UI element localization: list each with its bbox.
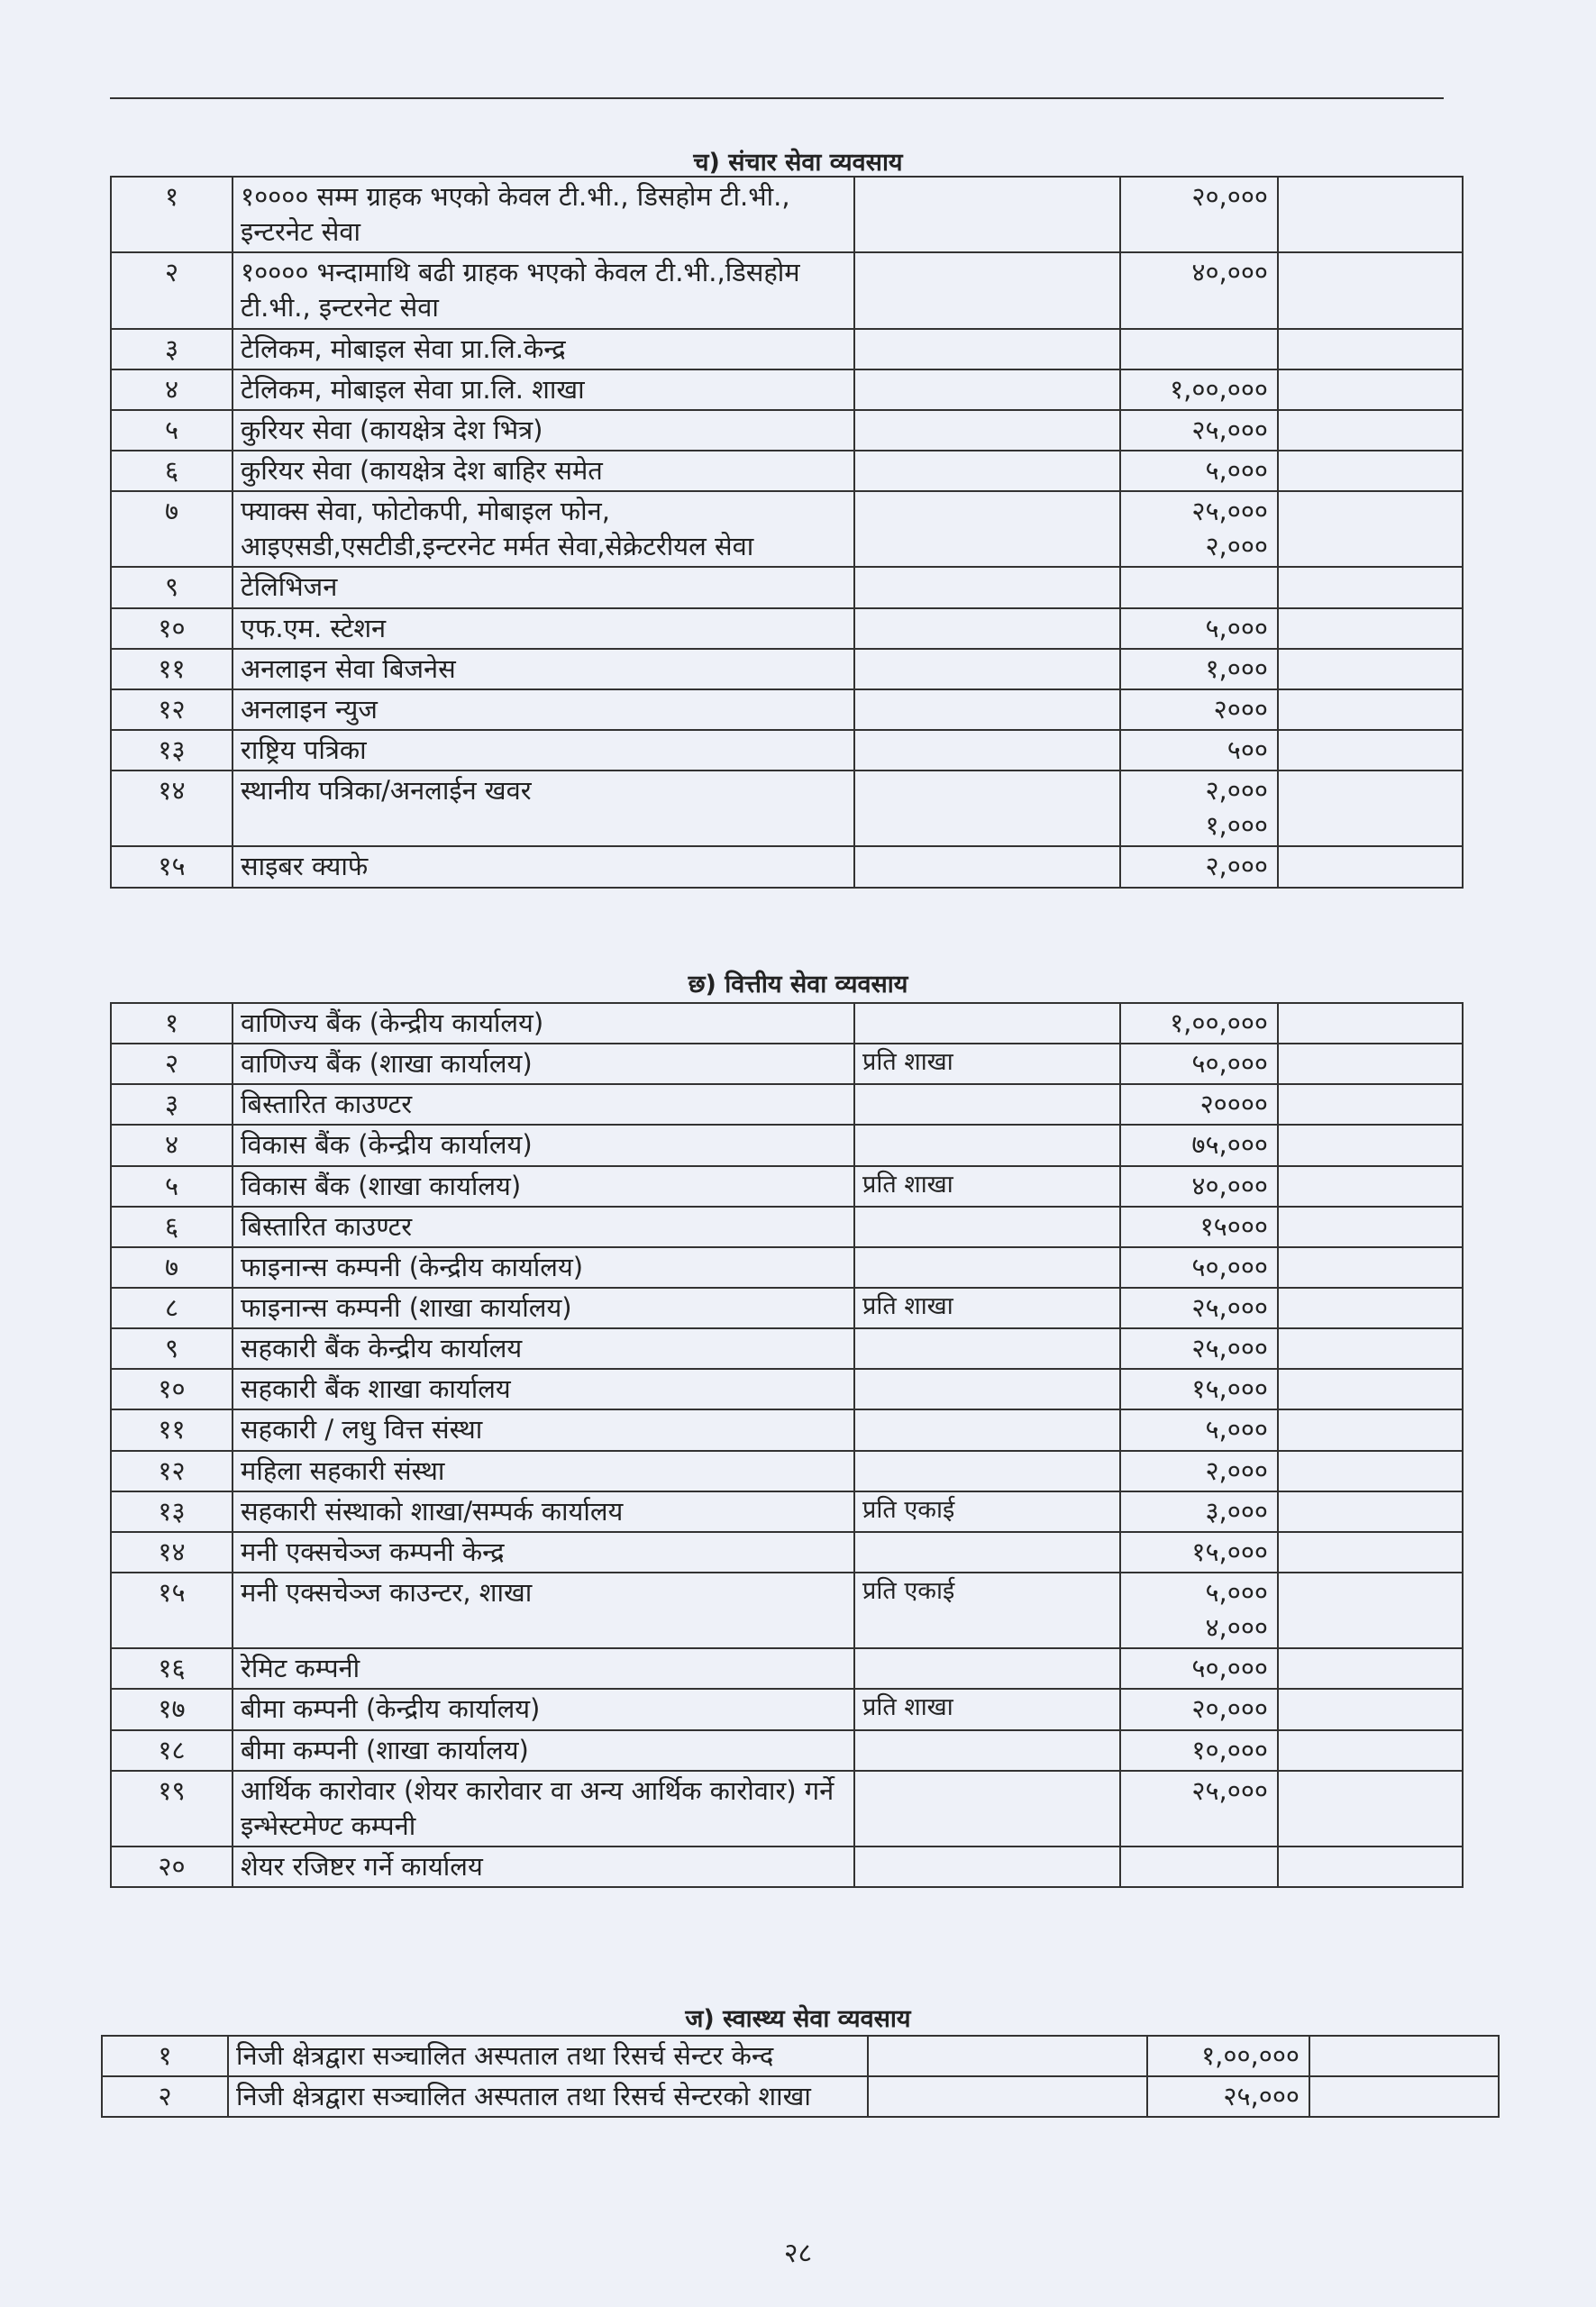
description-cell: सहकारी बैंक शाखा कार्यालय xyxy=(233,1369,854,1409)
amount-cell: २०००० xyxy=(1120,1084,1278,1125)
remarks-cell xyxy=(1278,1689,1463,1729)
description-cell: निजी क्षेत्रद्वारा सञ्चालित अस्पताल तथा रिसर्च सेन्टरको शाखा xyxy=(228,2076,868,2117)
serial-number-cell: १८ xyxy=(111,1730,233,1771)
serial-number-cell: २० xyxy=(111,1847,233,1887)
table-row xyxy=(111,649,1463,689)
amount-cell: २५,००० xyxy=(1120,1288,1278,1328)
description-cell: राष्ट्रिय पत्रिका xyxy=(233,730,854,771)
serial-number-cell: ६ xyxy=(111,1207,233,1247)
amount-cell: ३,००० xyxy=(1120,1491,1278,1532)
unit-cell xyxy=(854,649,1120,689)
serial-number-cell: १ xyxy=(102,2036,228,2076)
health-table xyxy=(101,2035,1500,2118)
amount-cell: ५०,००० xyxy=(1120,1044,1278,1084)
remarks-cell xyxy=(1278,567,1463,607)
amount-cell: ५,००० xyxy=(1120,451,1278,491)
amount-cell: २०,००० xyxy=(1120,1689,1278,1729)
unit-cell xyxy=(854,1451,1120,1491)
description-cell: विकास बैंक (शाखा कार्यालय) xyxy=(233,1166,854,1207)
description-cell: शेयर रजिष्टर गर्ने कार्यालय xyxy=(233,1847,854,1887)
top-rule xyxy=(110,97,1444,99)
amount-cell: ४०,००० xyxy=(1120,1166,1278,1207)
table-row xyxy=(102,2076,1499,2117)
table-row xyxy=(111,1491,1463,1532)
remarks-cell xyxy=(1278,730,1463,771)
table-row xyxy=(111,1125,1463,1165)
serial-number-cell: १३ xyxy=(111,1491,233,1532)
description-cell: सहकारी संस्थाको शाखा/सम्पर्क कार्यालय xyxy=(233,1491,854,1532)
health-table-body xyxy=(102,2036,1499,2117)
amount-cell: ४०,००० xyxy=(1120,252,1278,328)
serial-number-cell: १६ xyxy=(111,1648,233,1689)
table-row xyxy=(111,1847,1463,1887)
table-row xyxy=(111,177,1463,252)
table-row xyxy=(111,730,1463,771)
remarks-cell xyxy=(1278,1771,1463,1847)
description-cell: आर्थिक कारोवार (शेयर कारोवार वा अन्य आर्थिक कारोवार) गर्ने इन्भेस्टमेण्ट कम्पनी xyxy=(233,1771,854,1847)
serial-number-cell: ३ xyxy=(111,1084,233,1125)
remarks-cell xyxy=(1278,1288,1463,1328)
remarks-cell xyxy=(1278,410,1463,451)
serial-number-cell: १ xyxy=(111,1003,233,1044)
description-cell: विकास बैंक (केन्द्रीय कार्यालय) xyxy=(233,1125,854,1165)
remarks-cell xyxy=(1278,608,1463,649)
remarks-cell xyxy=(1278,1409,1463,1450)
remarks-cell xyxy=(1278,1328,1463,1369)
description-cell: बिस्तारित काउण्टर xyxy=(233,1084,854,1125)
unit-cell xyxy=(854,410,1120,451)
amount-cell: १५००० xyxy=(1120,1207,1278,1247)
unit-cell: प्रति शाखा xyxy=(854,1288,1120,1328)
unit-cell xyxy=(854,451,1120,491)
serial-number-cell: १७ xyxy=(111,1689,233,1729)
remarks-cell xyxy=(1278,1847,1463,1887)
description-cell: मनी एक्सचेञ्ज काउन्टर, शाखा xyxy=(233,1573,854,1648)
unit-cell xyxy=(854,1771,1120,1847)
description-cell: १०००० सम्म ग्राहक भएको केवल टी.भी., डिसहोम टी.भी., इन्टरनेट सेवा xyxy=(233,177,854,252)
amount-cell: ५,००० ४,००० xyxy=(1120,1573,1278,1648)
remarks-cell xyxy=(1278,1648,1463,1689)
serial-number-cell: १३ xyxy=(111,730,233,771)
section-title-health: ज) स्वास्थ्य सेवा व्यवसाय xyxy=(685,2005,911,2033)
remarks-cell xyxy=(1309,2036,1499,2076)
description-cell: निजी क्षेत्रद्वारा सञ्चालित अस्पताल तथा रिसर्च सेन्टर केन्द xyxy=(228,2036,868,2076)
amount-cell: १,००,००० xyxy=(1147,2036,1309,2076)
unit-cell xyxy=(854,1730,1120,1771)
remarks-cell xyxy=(1278,369,1463,410)
amount-cell xyxy=(1120,1847,1278,1887)
remarks-cell xyxy=(1278,1084,1463,1125)
amount-cell: १५,००० xyxy=(1120,1369,1278,1409)
amount-cell: ५०,००० xyxy=(1120,1648,1278,1689)
amount-cell: २५,००० xyxy=(1120,410,1278,451)
remarks-cell xyxy=(1278,329,1463,369)
amount-cell xyxy=(1120,567,1278,607)
unit-cell xyxy=(854,252,1120,328)
serial-number-cell: १४ xyxy=(111,1532,233,1573)
serial-number-cell: १५ xyxy=(111,1573,233,1648)
amount-cell: २,००० xyxy=(1120,1451,1278,1491)
financial-table-body xyxy=(111,1003,1463,1887)
remarks-cell xyxy=(1278,177,1463,252)
serial-number-cell: ५ xyxy=(111,1166,233,1207)
serial-number-cell: ७ xyxy=(111,491,233,567)
description-cell: फाइनान्स कम्पनी (शाखा कार्यालय) xyxy=(233,1288,854,1328)
unit-cell xyxy=(854,1247,1120,1288)
serial-number-cell: १५ xyxy=(111,846,233,887)
unit-cell xyxy=(868,2076,1147,2117)
serial-number-cell: १४ xyxy=(111,771,233,846)
remarks-cell xyxy=(1278,1207,1463,1247)
amount-cell: ७५,००० xyxy=(1120,1125,1278,1165)
unit-cell xyxy=(854,177,1120,252)
table-row xyxy=(102,2036,1499,2076)
unit-cell: प्रति एकाई xyxy=(854,1491,1120,1532)
description-cell: बीमा कम्पनी (केन्द्रीय कार्यालय) xyxy=(233,1689,854,1729)
table-row xyxy=(111,567,1463,607)
table-row xyxy=(111,252,1463,328)
page-number: २८ xyxy=(783,2238,813,2269)
serial-number-cell: १ xyxy=(111,177,233,252)
table-row xyxy=(111,1689,1463,1729)
table-row xyxy=(111,1648,1463,1689)
section-title-financial: छ) वित्तीय सेवा व्यवसाय xyxy=(688,971,908,998)
serial-number-cell: ९ xyxy=(111,567,233,607)
description-cell: अनलाइन सेवा बिजनेस xyxy=(233,649,854,689)
unit-cell xyxy=(854,1328,1120,1369)
amount-cell: १,००० xyxy=(1120,649,1278,689)
remarks-cell xyxy=(1278,1003,1463,1044)
unit-cell: प्रति एकाई xyxy=(854,1573,1120,1648)
unit-cell xyxy=(854,846,1120,887)
description-cell: सहकारी / लधु वित्त संस्था xyxy=(233,1409,854,1450)
description-cell: वाणिज्य बैंक (केन्द्रीय कार्यालय) xyxy=(233,1003,854,1044)
table-row xyxy=(111,608,1463,649)
table-row xyxy=(111,1084,1463,1125)
amount-cell: २,००० १,००० xyxy=(1120,771,1278,846)
description-cell: बीमा कम्पनी (शाखा कार्यालय) xyxy=(233,1730,854,1771)
unit-cell: प्रति शाखा xyxy=(854,1044,1120,1084)
table-row xyxy=(111,1288,1463,1328)
table-row xyxy=(111,1207,1463,1247)
remarks-cell xyxy=(1278,846,1463,887)
table-row xyxy=(111,1451,1463,1491)
amount-cell: २५,००० xyxy=(1120,1771,1278,1847)
description-cell: सहकारी बैंक केन्द्रीय कार्यालय xyxy=(233,1328,854,1369)
remarks-cell xyxy=(1278,1369,1463,1409)
table-row xyxy=(111,1573,1463,1648)
serial-number-cell: ५ xyxy=(111,410,233,451)
serial-number-cell: ८ xyxy=(111,1288,233,1328)
description-cell: मनी एक्सचेञ्ज कम्पनी केन्द्र xyxy=(233,1532,854,1573)
table-row xyxy=(111,1328,1463,1369)
remarks-cell xyxy=(1278,451,1463,491)
amount-cell: २५,००० xyxy=(1147,2076,1309,2117)
serial-number-cell: ११ xyxy=(111,1409,233,1450)
description-cell: साइबर क्याफे xyxy=(233,846,854,887)
description-cell: स्थानीय पत्रिका/अनलाईन खवर xyxy=(233,771,854,846)
serial-number-cell: २ xyxy=(111,252,233,328)
table-row xyxy=(111,329,1463,369)
unit-cell xyxy=(854,1084,1120,1125)
description-cell: टेलिकम, मोबाइल सेवा प्रा.लि.केन्द्र xyxy=(233,329,854,369)
unit-cell xyxy=(854,1207,1120,1247)
unit-cell xyxy=(854,689,1120,730)
remarks-cell xyxy=(1278,1532,1463,1573)
remarks-cell xyxy=(1278,1125,1463,1165)
description-cell: टेलिभिजन xyxy=(233,567,854,607)
unit-cell: प्रति शाखा xyxy=(854,1689,1120,1729)
description-cell: कुरियर सेवा (कायक्षेत्र देश बाहिर समेत xyxy=(233,451,854,491)
serial-number-cell: १२ xyxy=(111,1451,233,1491)
serial-number-cell: २ xyxy=(111,1044,233,1084)
serial-number-cell: १९ xyxy=(111,1771,233,1847)
remarks-cell xyxy=(1278,1044,1463,1084)
unit-cell xyxy=(854,567,1120,607)
unit-cell xyxy=(854,1648,1120,1689)
remarks-cell xyxy=(1309,2076,1499,2117)
amount-cell: १,००,००० xyxy=(1120,1003,1278,1044)
unit-cell xyxy=(854,329,1120,369)
amount-cell: १५,००० xyxy=(1120,1532,1278,1573)
unit-cell xyxy=(854,1409,1120,1450)
remarks-cell xyxy=(1278,689,1463,730)
serial-number-cell: १२ xyxy=(111,689,233,730)
table-row xyxy=(111,1409,1463,1450)
table-row xyxy=(111,1044,1463,1084)
table-row xyxy=(111,1369,1463,1409)
serial-number-cell: ७ xyxy=(111,1247,233,1288)
remarks-cell xyxy=(1278,491,1463,567)
unit-cell xyxy=(854,1847,1120,1887)
table-row xyxy=(111,1247,1463,1288)
description-cell: एफ.एम. स्टेशन xyxy=(233,608,854,649)
remarks-cell xyxy=(1278,649,1463,689)
table-row xyxy=(111,1532,1463,1573)
amount-cell: ५०० xyxy=(1120,730,1278,771)
description-cell: फ्याक्स सेवा, फोटोकपी, मोबाइल फोन, आइएसडी,एसटीडी,इन्टरनेट मर्मत सेवा,सेक्रेटरीयल सेवा xyxy=(233,491,854,567)
table-row xyxy=(111,1771,1463,1847)
unit-cell xyxy=(854,771,1120,846)
description-cell: रेमिट कम्पनी xyxy=(233,1648,854,1689)
serial-number-cell: ४ xyxy=(111,1125,233,1165)
table-row xyxy=(111,451,1463,491)
table-row xyxy=(111,410,1463,451)
remarks-cell xyxy=(1278,1573,1463,1648)
unit-cell xyxy=(854,608,1120,649)
remarks-cell xyxy=(1278,1166,1463,1207)
table-row xyxy=(111,369,1463,410)
unit-cell xyxy=(854,1532,1120,1573)
amount-cell: २०,००० xyxy=(1120,177,1278,252)
description-cell: अनलाइन न्युज xyxy=(233,689,854,730)
unit-cell xyxy=(854,491,1120,567)
communication-table xyxy=(110,176,1464,889)
description-cell: कुरियर सेवा (कायक्षेत्र देश भित्र) xyxy=(233,410,854,451)
remarks-cell xyxy=(1278,1247,1463,1288)
amount-cell: २,००० xyxy=(1120,846,1278,887)
description-cell: वाणिज्य बैंक (शाखा कार्यालय) xyxy=(233,1044,854,1084)
table-row xyxy=(111,1730,1463,1771)
amount-cell: १,००,००० xyxy=(1120,369,1278,410)
amount-cell: ५,००० xyxy=(1120,608,1278,649)
table-row xyxy=(111,846,1463,887)
communication-table-body xyxy=(111,177,1463,888)
amount-cell: २५,००० xyxy=(1120,1328,1278,1369)
serial-number-cell: ६ xyxy=(111,451,233,491)
remarks-cell xyxy=(1278,1491,1463,1532)
unit-cell xyxy=(868,2036,1147,2076)
amount-cell: १०,००० xyxy=(1120,1730,1278,1771)
serial-number-cell: १० xyxy=(111,608,233,649)
unit-cell xyxy=(854,1125,1120,1165)
remarks-cell xyxy=(1278,252,1463,328)
description-cell: महिला सहकारी संस्था xyxy=(233,1451,854,1491)
amount-cell: ५,००० xyxy=(1120,1409,1278,1450)
unit-cell xyxy=(854,730,1120,771)
serial-number-cell: ११ xyxy=(111,649,233,689)
amount-cell: ५०,००० xyxy=(1120,1247,1278,1288)
table-row xyxy=(111,1166,1463,1207)
serial-number-cell: ४ xyxy=(111,369,233,410)
description-cell: १०००० भन्दामाथि बढी ग्राहक भएको केवल टी.भी.,डिसहोम टी.भी., इन्टरनेट सेवा xyxy=(233,252,854,328)
table-row xyxy=(111,1003,1463,1044)
amount-cell: २००० xyxy=(1120,689,1278,730)
unit-cell xyxy=(854,369,1120,410)
serial-number-cell: २ xyxy=(102,2076,228,2117)
description-cell: बिस्तारित काउण्टर xyxy=(233,1207,854,1247)
description-cell: फाइनान्स कम्पनी (केन्द्रीय कार्यालय) xyxy=(233,1247,854,1288)
financial-table xyxy=(110,1002,1464,1888)
section-title-communication: च) संचार सेवा व्यवसाय xyxy=(693,149,903,177)
serial-number-cell: ३ xyxy=(111,329,233,369)
serial-number-cell: ९ xyxy=(111,1328,233,1369)
table-row xyxy=(111,771,1463,846)
description-cell: टेलिकम, मोबाइल सेवा प्रा.लि. शाखा xyxy=(233,369,854,410)
amount-cell: २५,००० २,००० xyxy=(1120,491,1278,567)
serial-number-cell: १० xyxy=(111,1369,233,1409)
unit-cell xyxy=(854,1003,1120,1044)
table-row xyxy=(111,491,1463,567)
amount-cell xyxy=(1120,329,1278,369)
remarks-cell xyxy=(1278,1730,1463,1771)
remarks-cell xyxy=(1278,1451,1463,1491)
remarks-cell xyxy=(1278,771,1463,846)
unit-cell xyxy=(854,1369,1120,1409)
unit-cell: प्रति शाखा xyxy=(854,1166,1120,1207)
table-row xyxy=(111,689,1463,730)
